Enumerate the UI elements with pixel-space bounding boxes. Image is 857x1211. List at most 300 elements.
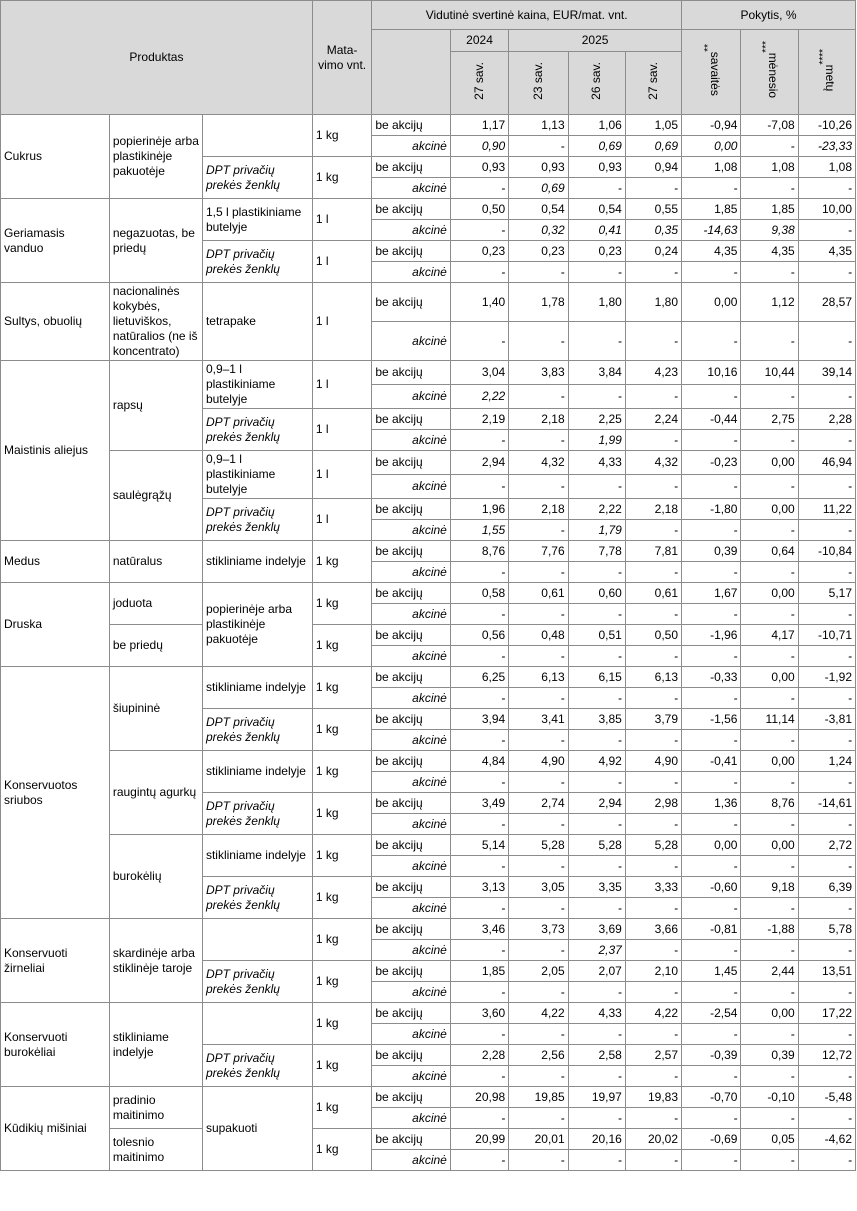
price-type-regular: be akcijų — [372, 499, 451, 520]
value-cell: -2,54 — [682, 1003, 741, 1024]
price-type-promo: akcinė — [372, 940, 451, 961]
product-packaging: tetrapake — [202, 283, 312, 361]
price-type-regular: be akcijų — [372, 583, 451, 604]
value-cell: 5,28 — [509, 835, 568, 856]
header-change-month: mėnesio*** — [741, 30, 798, 115]
product-subtype: rapsų — [109, 361, 202, 451]
value-cell: 4,32 — [625, 451, 681, 475]
price-type-regular: be akcijų — [372, 961, 451, 982]
value-cell: 4,33 — [568, 1003, 625, 1024]
value-cell: - — [798, 262, 855, 283]
value-cell: 0,35 — [625, 220, 681, 241]
unit-cell: 1 kg — [312, 1003, 371, 1045]
value-cell: 4,32 — [509, 451, 568, 475]
value-cell: - — [625, 322, 681, 361]
value-cell: 1,85 — [741, 199, 798, 220]
value-cell: - — [450, 646, 508, 667]
value-cell: 4,92 — [568, 751, 625, 772]
value-cell: 2,28 — [450, 1045, 508, 1066]
value-cell: - — [741, 898, 798, 919]
value-cell: -1,88 — [741, 919, 798, 940]
value-cell: - — [509, 730, 568, 751]
value-cell: - — [568, 646, 625, 667]
header-blank-cell — [372, 30, 451, 115]
value-cell: - — [450, 220, 508, 241]
value-cell: - — [568, 385, 625, 409]
value-cell: 1,67 — [682, 583, 741, 604]
value-cell: 1,79 — [568, 520, 625, 541]
product-subtype: burokėlių — [109, 835, 202, 919]
table-row — [1, 1129, 856, 1150]
value-cell: - — [741, 178, 798, 199]
product-subtype: skardinėje arba stiklinėje taroje — [109, 919, 202, 1003]
value-cell: - — [741, 982, 798, 1003]
value-cell: - — [509, 646, 568, 667]
product-name: Geriamasis vanduo — [1, 199, 110, 283]
value-cell: - — [625, 1108, 681, 1129]
price-type-promo: akcinė — [372, 1108, 451, 1129]
value-cell: 1,85 — [450, 961, 508, 982]
value-cell: - — [509, 322, 568, 361]
value-cell: -0,33 — [682, 667, 741, 688]
unit-cell: 1 kg — [312, 1087, 371, 1129]
price-type-regular: be akcijų — [372, 451, 451, 475]
value-cell: - — [625, 475, 681, 499]
product-subtype: negazuotas, be priedų — [109, 199, 202, 283]
value-cell: -23,33 — [798, 136, 855, 157]
price-type-promo: akcinė — [372, 898, 451, 919]
value-cell: - — [682, 178, 741, 199]
value-cell: - — [509, 1066, 568, 1087]
value-cell: 5,28 — [568, 835, 625, 856]
value-cell: 6,15 — [568, 667, 625, 688]
header-price-group: Vidutinė svertinė kaina, EUR/mat. vnt. — [372, 1, 682, 30]
value-cell: 2,75 — [741, 409, 798, 430]
value-cell: - — [509, 940, 568, 961]
price-type-promo: akcinė — [372, 1066, 451, 1087]
unit-cell: 1 kg — [312, 835, 371, 877]
value-cell: - — [741, 136, 798, 157]
value-cell: - — [625, 688, 681, 709]
value-cell: - — [741, 646, 798, 667]
value-cell: 6,13 — [625, 667, 681, 688]
value-cell: 4,35 — [682, 241, 741, 262]
value-cell: - — [625, 562, 681, 583]
value-cell: 1,12 — [741, 283, 798, 322]
value-cell: - — [798, 178, 855, 199]
value-cell: 4,35 — [798, 241, 855, 262]
value-cell: -0,94 — [682, 115, 741, 136]
value-cell: 19,83 — [625, 1087, 681, 1108]
value-cell: 0,90 — [450, 136, 508, 157]
empty-cell — [202, 1003, 312, 1045]
value-cell: 1,80 — [568, 283, 625, 322]
value-cell: 3,35 — [568, 877, 625, 898]
product-subtype: natūralus — [109, 541, 202, 583]
value-cell: -10,71 — [798, 625, 855, 646]
price-type-regular: be akcijų — [372, 1087, 451, 1108]
value-cell: - — [798, 475, 855, 499]
value-cell: - — [568, 604, 625, 625]
value-cell: -10,84 — [798, 541, 855, 562]
value-cell: 3,79 — [625, 709, 681, 730]
value-cell: - — [682, 688, 741, 709]
unit-cell: 1 kg — [312, 625, 371, 667]
value-cell: - — [625, 1024, 681, 1045]
product-subtype: pradinio maitinimo — [109, 1087, 202, 1129]
value-cell: -0,60 — [682, 877, 741, 898]
value-cell: - — [625, 262, 681, 283]
value-cell: 2,94 — [450, 451, 508, 475]
value-cell: - — [625, 178, 681, 199]
price-type-regular: be akcijų — [372, 751, 451, 772]
value-cell: 0,00 — [741, 451, 798, 475]
value-cell: - — [741, 1024, 798, 1045]
value-cell: 0,69 — [568, 136, 625, 157]
header-unit: Mata- vimo vnt. — [312, 1, 371, 115]
private-label-tag: DPT privačių prekės ženklų — [202, 409, 312, 451]
product-subtype: joduota — [109, 583, 202, 625]
value-cell: 4,23 — [625, 361, 681, 385]
price-type-regular: be akcijų — [372, 793, 451, 814]
product-packaging: 0,9–1 l plastikiniame butelyje — [202, 451, 312, 499]
value-cell: - — [798, 220, 855, 241]
value-cell: - — [509, 1108, 568, 1129]
private-label-tag: DPT privačių prekės ženklų — [202, 241, 312, 283]
value-cell: 46,94 — [798, 451, 855, 475]
value-cell: 1,78 — [509, 283, 568, 322]
value-cell: - — [682, 322, 741, 361]
value-cell: 11,22 — [798, 499, 855, 520]
value-cell: 19,85 — [509, 1087, 568, 1108]
value-cell: 2,72 — [798, 835, 855, 856]
price-type-promo: akcinė — [372, 475, 451, 499]
value-cell: - — [450, 262, 508, 283]
value-cell: - — [568, 856, 625, 877]
value-cell: - — [509, 520, 568, 541]
value-cell: - — [741, 562, 798, 583]
value-cell: 4,90 — [625, 751, 681, 772]
value-cell: 4,35 — [741, 241, 798, 262]
product-name: Konservuoti žirneliai — [1, 919, 110, 1003]
value-cell: - — [741, 262, 798, 283]
value-cell: 6,25 — [450, 667, 508, 688]
value-cell: - — [682, 898, 741, 919]
product-name: Konservuotos sriubos — [1, 667, 110, 919]
price-type-promo: akcinė — [372, 856, 451, 877]
value-cell: 0,00 — [741, 583, 798, 604]
product-name: Druska — [1, 583, 110, 667]
value-cell: 5,14 — [450, 835, 508, 856]
unit-cell: 1 kg — [312, 877, 371, 919]
private-label-tag: DPT privačių prekės ženklų — [202, 1045, 312, 1087]
value-cell: - — [509, 385, 568, 409]
header-week-2025-26: 26 sav. — [568, 52, 625, 115]
value-cell: - — [682, 604, 741, 625]
value-cell: -1,96 — [682, 625, 741, 646]
value-cell: - — [741, 814, 798, 835]
value-cell: 3,04 — [450, 361, 508, 385]
value-cell: 7,78 — [568, 541, 625, 562]
value-cell: - — [625, 856, 681, 877]
value-cell: 4,33 — [568, 451, 625, 475]
value-cell: - — [450, 430, 508, 451]
price-type-regular: be akcijų — [372, 541, 451, 562]
value-cell: - — [509, 982, 568, 1003]
price-type-promo: akcinė — [372, 646, 451, 667]
value-cell: - — [798, 604, 855, 625]
value-cell: - — [568, 982, 625, 1003]
price-type-regular: be akcijų — [372, 919, 451, 940]
value-cell: 0,48 — [509, 625, 568, 646]
product-packaging: 1,5 l plastikiniame butelyje — [202, 199, 312, 241]
value-cell: 0,23 — [509, 241, 568, 262]
value-cell: 1,08 — [741, 157, 798, 178]
private-label-tag: DPT privačių prekės ženklų — [202, 877, 312, 919]
value-cell: - — [798, 856, 855, 877]
header-week-2025-27: 27 sav. — [625, 52, 681, 115]
value-cell: 2,56 — [509, 1045, 568, 1066]
value-cell: 0,00 — [741, 751, 798, 772]
empty-cell — [202, 919, 312, 961]
value-cell: 2,18 — [509, 409, 568, 430]
value-cell: - — [798, 814, 855, 835]
price-type-promo: akcinė — [372, 814, 451, 835]
value-cell: 3,05 — [509, 877, 568, 898]
table-row — [1, 283, 856, 322]
table-row — [1, 835, 856, 856]
value-cell: - — [509, 772, 568, 793]
value-cell: - — [798, 385, 855, 409]
value-cell: 20,98 — [450, 1087, 508, 1108]
value-cell: 2,57 — [625, 1045, 681, 1066]
value-cell: 2,58 — [568, 1045, 625, 1066]
value-cell: 1,17 — [450, 115, 508, 136]
header-year-2024: 2024 — [450, 30, 508, 52]
value-cell: 2,18 — [509, 499, 568, 520]
value-cell: - — [682, 475, 741, 499]
value-cell: 0,54 — [509, 199, 568, 220]
value-cell: 0,41 — [568, 220, 625, 241]
value-cell: 20,01 — [509, 1129, 568, 1150]
value-cell: 10,00 — [798, 199, 855, 220]
product-subtype: šiupininė — [109, 667, 202, 751]
value-cell: - — [798, 1150, 855, 1171]
value-cell: 0,69 — [509, 178, 568, 199]
value-cell: 2,22 — [568, 499, 625, 520]
value-cell: - — [798, 1024, 855, 1045]
value-cell: 2,18 — [625, 499, 681, 520]
value-cell: -5,48 — [798, 1087, 855, 1108]
value-cell: 2,44 — [741, 961, 798, 982]
value-cell: - — [509, 262, 568, 283]
price-type-regular: be akcijų — [372, 667, 451, 688]
value-cell: 4,22 — [509, 1003, 568, 1024]
value-cell: 1,99 — [568, 430, 625, 451]
value-cell: - — [509, 856, 568, 877]
header-change-year: metų**** — [798, 30, 855, 115]
value-cell: 0,50 — [625, 625, 681, 646]
value-cell: 2,94 — [568, 793, 625, 814]
table-row — [1, 583, 856, 604]
product-subtype: stikliniame indelyje — [109, 1003, 202, 1087]
product-subtype: raugintų agurkų — [109, 751, 202, 835]
private-label-tag: DPT privačių prekės ženklų — [202, 157, 312, 199]
value-cell: 1,45 — [682, 961, 741, 982]
product-subtype: nacionalinės kokybės, lietuviškos, natūralios (ne iš koncentrato) — [109, 283, 202, 361]
value-cell: 4,17 — [741, 625, 798, 646]
unit-cell: 1 l — [312, 451, 371, 499]
value-cell: 0,23 — [450, 241, 508, 262]
table-body — [1, 115, 856, 1171]
price-type-regular: be akcijų — [372, 361, 451, 385]
value-cell: 2,10 — [625, 961, 681, 982]
value-cell: 0,05 — [741, 1129, 798, 1150]
value-cell: 0,39 — [682, 541, 741, 562]
value-cell: 2,37 — [568, 940, 625, 961]
value-cell: - — [450, 940, 508, 961]
value-cell: - — [741, 322, 798, 361]
value-cell: 1,06 — [568, 115, 625, 136]
value-cell: - — [741, 1066, 798, 1087]
value-cell: 3,46 — [450, 919, 508, 940]
price-type-promo: akcinė — [372, 1024, 451, 1045]
value-cell: - — [625, 520, 681, 541]
value-cell: - — [798, 430, 855, 451]
unit-cell: 1 kg — [312, 541, 371, 583]
value-cell: 0,23 — [568, 241, 625, 262]
value-cell: - — [682, 1108, 741, 1129]
value-cell: - — [682, 646, 741, 667]
price-type-regular: be akcijų — [372, 877, 451, 898]
value-cell: - — [625, 940, 681, 961]
value-cell: - — [450, 322, 508, 361]
product-subtype: be priedų — [109, 625, 202, 667]
value-cell: 3,60 — [450, 1003, 508, 1024]
value-cell: - — [568, 562, 625, 583]
value-cell: 2,19 — [450, 409, 508, 430]
value-cell: 1,08 — [682, 157, 741, 178]
value-cell: 2,98 — [625, 793, 681, 814]
product-packaging: stikliniame indelyje — [202, 541, 312, 583]
value-cell: 0,00 — [682, 136, 741, 157]
value-cell: 0,56 — [450, 625, 508, 646]
value-cell: 1,55 — [450, 520, 508, 541]
value-cell: 2,24 — [625, 409, 681, 430]
value-cell: 20,16 — [568, 1129, 625, 1150]
value-cell: - — [568, 1024, 625, 1045]
value-cell: 1,96 — [450, 499, 508, 520]
price-type-promo: akcinė — [372, 562, 451, 583]
value-cell: - — [625, 1066, 681, 1087]
unit-cell: 1 l — [312, 409, 371, 451]
price-type-regular: be akcijų — [372, 283, 451, 322]
value-cell: - — [798, 730, 855, 751]
product-subtype: popierinėje arba plastikinėje pakuotėje — [109, 115, 202, 199]
value-cell: - — [682, 430, 741, 451]
product-name: Kūdikių mišiniai — [1, 1087, 110, 1171]
value-cell: -0,81 — [682, 919, 741, 940]
value-cell: - — [741, 730, 798, 751]
value-cell: - — [509, 688, 568, 709]
value-cell: 0,61 — [625, 583, 681, 604]
price-type-regular: be akcijų — [372, 709, 451, 730]
value-cell: - — [741, 385, 798, 409]
table-row — [1, 667, 856, 688]
value-cell: - — [625, 385, 681, 409]
unit-cell: 1 kg — [312, 793, 371, 835]
price-type-promo: akcinė — [372, 262, 451, 283]
table-row — [1, 115, 856, 136]
value-cell: - — [682, 730, 741, 751]
price-type-promo: akcinė — [372, 322, 451, 361]
value-cell: -14,61 — [798, 793, 855, 814]
value-cell: -0,70 — [682, 1087, 741, 1108]
value-cell: 3,85 — [568, 709, 625, 730]
value-cell: 39,14 — [798, 361, 855, 385]
value-cell: 2,07 — [568, 961, 625, 982]
empty-cell — [202, 115, 312, 157]
value-cell: - — [509, 604, 568, 625]
value-cell: 0,69 — [625, 136, 681, 157]
value-cell: 19,97 — [568, 1087, 625, 1108]
value-cell: 0,00 — [741, 835, 798, 856]
value-cell: - — [682, 1150, 741, 1171]
value-cell: 1,85 — [682, 199, 741, 220]
value-cell: - — [741, 772, 798, 793]
value-cell: 20,02 — [625, 1129, 681, 1150]
value-cell: - — [509, 475, 568, 499]
value-cell: - — [682, 385, 741, 409]
value-cell: 5,28 — [625, 835, 681, 856]
value-cell: - — [568, 475, 625, 499]
private-label-tag: DPT privačių prekės ženklų — [202, 709, 312, 751]
value-cell: 2,74 — [509, 793, 568, 814]
value-cell: 5,78 — [798, 919, 855, 940]
value-cell: - — [798, 982, 855, 1003]
value-cell: 0,60 — [568, 583, 625, 604]
table-row — [1, 199, 856, 220]
value-cell: - — [450, 604, 508, 625]
unit-cell: 1 kg — [312, 751, 371, 793]
value-cell: - — [741, 475, 798, 499]
value-cell: 3,66 — [625, 919, 681, 940]
product-packaging: supakuoti — [202, 1087, 312, 1171]
value-cell: 0,32 — [509, 220, 568, 241]
price-type-regular: be akcijų — [372, 1003, 451, 1024]
product-name: Konservuoti burokėliai — [1, 1003, 110, 1087]
value-cell: 0,00 — [741, 667, 798, 688]
value-cell: - — [568, 1150, 625, 1171]
value-cell: 8,76 — [741, 793, 798, 814]
value-cell: 0,55 — [625, 199, 681, 220]
unit-cell: 1 kg — [312, 115, 371, 157]
price-type-regular: be akcijų — [372, 241, 451, 262]
value-cell: - — [509, 562, 568, 583]
value-cell: 0,93 — [568, 157, 625, 178]
value-cell: - — [509, 1150, 568, 1171]
value-cell: 3,33 — [625, 877, 681, 898]
value-cell: 2,25 — [568, 409, 625, 430]
price-type-promo: akcinė — [372, 604, 451, 625]
table-row — [1, 451, 856, 475]
value-cell: - — [682, 772, 741, 793]
value-cell: 0,00 — [682, 283, 741, 322]
value-cell: - — [682, 562, 741, 583]
value-cell: 12,72 — [798, 1045, 855, 1066]
value-cell: - — [798, 772, 855, 793]
product-name: Medus — [1, 541, 110, 583]
